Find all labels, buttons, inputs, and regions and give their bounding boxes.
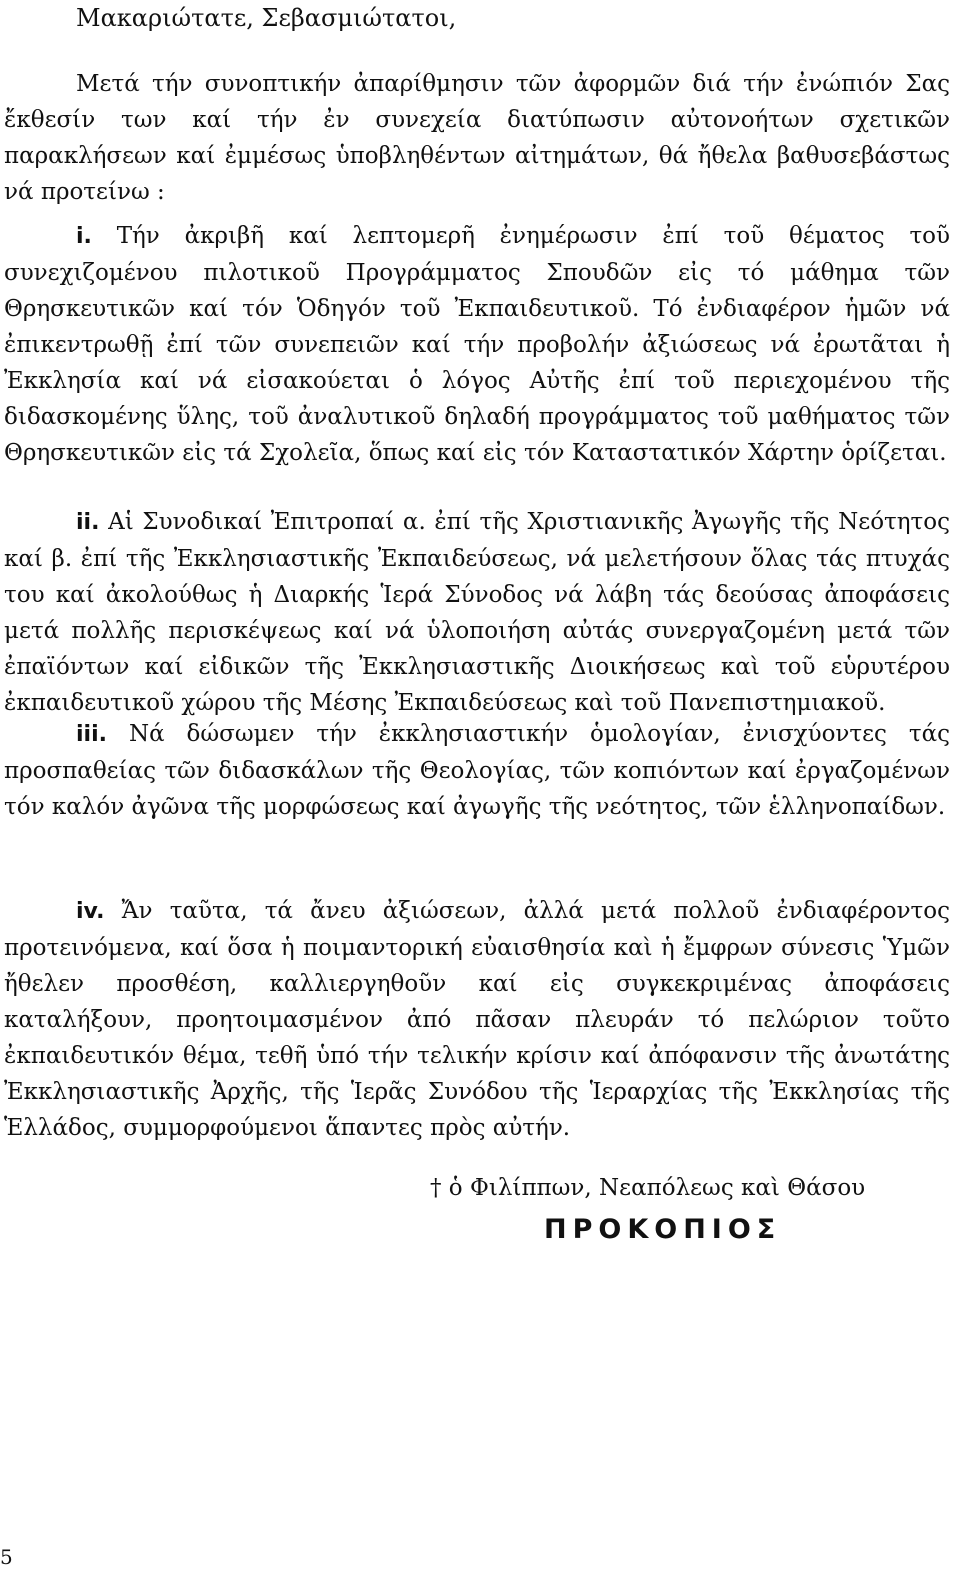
item-marker: iii.: [76, 722, 107, 747]
page-number: 5: [0, 1545, 13, 1569]
signature-title: † ὁ Φιλίππων, Νεαπόλεως καὶ Θάσου: [430, 1175, 866, 1201]
item-marker: ii.: [76, 510, 100, 535]
proposal-item-iv: [4, 893, 950, 1146]
item-marker: iv.: [76, 899, 105, 924]
intro-paragraph: Μετά τήν συνοπτικήν ἀπαρίθμησιν τῶν ἀφορμῶν διά τήν ἐνώπιόν Σας ἔκθεσίν των καί τήν ἐν συνεχεία διατύπωσιν αὐτονοήτων σχετικῶν παρακλήσεων καί ἐμμέσως ὑποβληθέντων αἰτημάτων, θά ἤθελα βαθυσεβάστως νά προτείνω :: [4, 71, 950, 205]
item-text: Τήν ἀκριβῆ καί λεπτομερῆ ἐνημέρωσιν ἐπί τοῦ θέματος τοῦ συνεχιζομένου πιλοτικοῦ Προγράμματος Σπουδῶν εἰς τό μάθημα τῶν Θρησκευτικῶν καί τόν Ὁδηγόν τοῦ Ἐκπαιδευτικοῦ. Τό ἐνδιαφέρον ἡμῶν νά ἐπικεντρωθῇ ἐπί τῶν συνεπειῶν καί τήν προβολήν ἀξιώσεως νά ἐρωτᾶται ἡ Ἐκκλησία καί νά εἰσακούεται ὁ λόγος Αὐτῆς ἐπί τοῦ περιεχομένου τῆς διδασκομένης ὕλης, τοῦ ἀναλυτικοῦ δηλαδή προγράμματος τοῦ μαθήματος τῶν Θρησκευτικῶν εἰς τά Σχολεῖα, ὅπως καί εἰς τόν Καταστατικόν Χάρτην ὁρίζεται.: [4, 223, 951, 466]
proposal-item-iii: [4, 716, 950, 825]
proposal-item-ii: [4, 504, 950, 721]
proposal-item-i: [4, 218, 950, 471]
item-text: Νά δώσωμεν τήν ἐκκλησιαστικήν ὁμολογίαν, ἐνισχύοντες τάς προσπαθείας τῶν διδασκάλων τῆς Θεολογίας, τῶν κοπιόντων καί ἐργαζομένων τόν καλόν ἀγῶνα τῆς μορφώσεως καί ἀγωγῆς τῆς νεότητος, τῶν ἑλληνοπαίδων.: [4, 721, 951, 820]
item-text: Ἄν ταῦτα, τά ἄνευ ἀξιώσεων, ἀλλά μετά πολλοῦ ἐνδιαφέροντος προτεινόμενα, καί ὅσα ἡ ποιμαντορική εὐαισθησία καὶ ἡ ἔμφρων σύνεσις Ὑμῶν ἤθελεν προσθέση, καλλιεργηθοῦν καί εἰς συγκεκριμένας ἀποφάσεις καταλήξουν, προητοιμασμένον ἀπό πᾶσαν πλευράν τό πελώριον τοῦτο ἐκπαιδευτικόν θέμα, τεθῆ ὑπό τήν τελικήν κρίσιν καί ἀπόφανσιν τῆς ἀνωτάτης Ἐκκλησιαστικῆς Ἀρχῆς, τῆς Ἱερᾶς Συνόδου τῆς Ἱεραρχίας τῆς Ἐκκλησίας τῆς Ἑλλάδος, συμμορφούμενοι ἅπαντες πρὸς αὐτήν.: [4, 898, 950, 1141]
item-text: Αἱ Συνοδικαί Ἐπιτροπαί α. ἐπί τῆς Χριστιανικῆς Ἀγωγῆς τῆς Νεότητος καί β. ἐπί τῆς Ἐκκλησιαστικῆς Ἐκπαιδεύσεως, νά μελετήσουν ὅλας τάς πτυχάς του καί ἀκολούθως ἡ Διαρκής Ἱερά Σύνοδος νά λάβη τάς δεούσας ἀποφάσεις μετά πολλῆς περισκέψεως καί νά ὑλοποιήση αὐτάς συνεργαζομένη μετά τῶν ἐπαϊόντων καί εἰδικῶν τῆς Ἐκκλησιαστικῆς Διοικήσεως καὶ τοῦ εὑρυτέρου ἐκπαιδευτικοῦ χώρου τῆς Μέσης Ἐκπαιδεύσεως καὶ τοῦ Πανεπιστημιακοῦ.: [4, 509, 950, 716]
item-marker: i.: [76, 224, 92, 249]
salutation: Μακαριώτατε, Σεβασμιώτατοι,: [76, 4, 457, 32]
signature-name: ΠΡΟΚΟΠΙΟΣ: [544, 1214, 782, 1245]
